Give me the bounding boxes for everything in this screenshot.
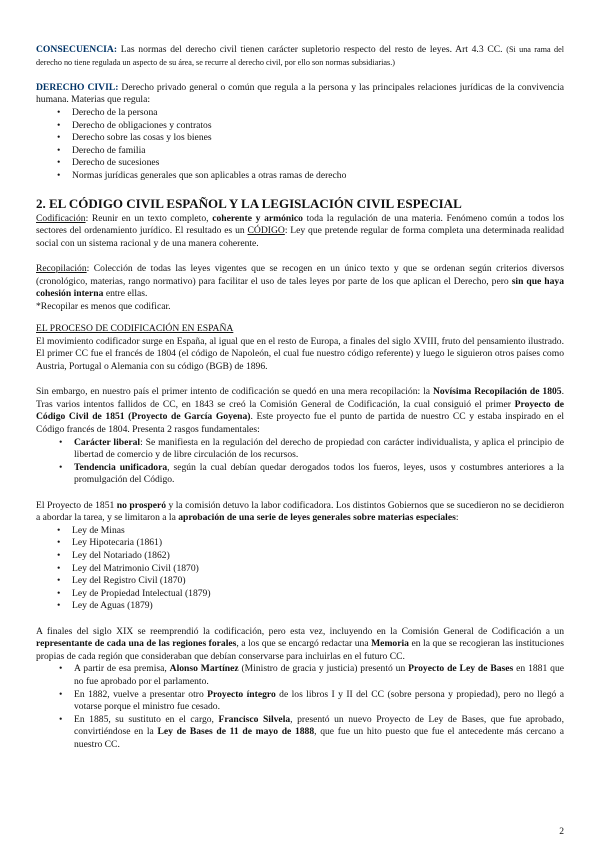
list-item: • Carácter liberal: Se manifiesta en la regulación del derecho de propiedad con carácter individualista, y aplica el principio de libertad de comercio y de libre circulación de los recursos. (74, 437, 564, 462)
proceso-paragraph-2: Sin embargo, en nuestro país el primer intento de codificación se quedó en una mera recopilación: la Novísima Recopilación de 1805. Tras varios intentos fallidos de CC, en 1843 se creó la Comisión General de Codificación, la cual consiguió el primer Proyecto de Código Civil de 1851 (Proyecto de García Goyena). Este proyecto fue el punto de partida de nuestro CC y estaba inspirado en el Código francés de 1804. Presenta 2 rasgos fundamentales: (36, 386, 564, 436)
list-item: • Ley de Minas (72, 525, 564, 538)
list-item: • Ley Hipotecaria (1861) (72, 537, 564, 550)
materias-list (36, 107, 564, 183)
list-item: • Ley del Registro Civil (1870) (72, 575, 564, 588)
codificacion-paragraph: Codificación: Reunir en un texto completo, coherente y armónico toda la regulación de una materia. Fenómeno común a todos los sectores del ordenamiento jurídico. El resultado es un CÓDIGO: Ley que pretende regular de forma completa una determinada realidad social con un sistema racional y de una manera coherente. (36, 212, 564, 249)
hitos-list (36, 663, 564, 751)
list-item: • Tendencia unificadora, según la cual debían quedar derogados todos los fueros, leyes, usos y costumbres anteriores a la promulgación del Código. (74, 462, 564, 487)
list-item: • Normas jurídicas generales que son aplicables a otras ramas de derecho (72, 170, 564, 183)
document-page (36, 44, 564, 751)
section-title: 2. EL CÓDIGO CIVIL ESPAÑOL Y LA LEGISLACIÓN CIVIL ESPECIAL (36, 195, 462, 211)
list-item: • En 1885, su sustituto en el cargo, Francisco Silvela, presentó un nuevo Proyecto de Ley de Bases, que fue aprobado, convirtiéndose en la Ley de Bases de 11 de mayo de 1888, que fue un hito puesto que fue el antecedente más cercano a nuestro CC. (74, 714, 564, 752)
consecuencia-paragraph: CONSECUENCIA: Las normas del derecho civil tienen carácter supletorio respecto del resto de leyes. Art 4.3 CC. (Si una rama del derecho no tiene regulada un aspecto de su área, se recurre al derecho civil, por ello son normas subsidiarias.) (36, 44, 564, 67)
list-item: • Derecho de obligaciones y contratos (72, 120, 564, 133)
proceso-heading: EL PROCESO DE CODIFICACIÓN EN ESPAÑA (36, 323, 234, 335)
proceso-paragraph-4: A finales del siglo XIX se reemprendió la codificación, pero esta vez, incluyendo en la Comisión General de Codificación a un representante de cada una de las regiones forales, a los que se encargó redactar una Memoria en la que se recogieran las instituciones propias de cada región que consideraban que debían conservarse para incluirlas en el futuro CC. (36, 625, 564, 662)
codigo-term: CÓDIGO (247, 225, 285, 237)
consecuencia-label: CONSECUENCIA: (36, 44, 118, 55)
rasgos-list (36, 437, 564, 487)
codificacion-label: Codificación (36, 212, 86, 224)
list-item: • Derecho sobre las cosas y los bienes (72, 132, 564, 145)
list-item: • A partir de esa premisa, Alonso Martínez (Ministro de gracia y justicia) presentó un Proyecto de Ley de Bases en 1881 que no fue aprobado por el parlamento. (74, 663, 564, 688)
leyes-list (36, 525, 564, 613)
list-item: • Derecho de familia (72, 145, 564, 158)
proceso-paragraph-3: El Proyecto de 1851 no prosperó y la comisión detuvo la labor codificadora. Los distintos Gobiernos que se sucedieron no se decidieron a abordar la tarea, y se limitaron a la aprobación de una serie de leyes generales sobre materias especiales: (36, 499, 564, 524)
list-item: • Derecho de sucesiones (72, 157, 564, 170)
recopilacion-label: Recopilación (36, 262, 87, 274)
list-item: • Ley de Propiedad Intelectual (1879) (72, 588, 564, 601)
derecho-civil-label: DERECHO CIVIL: (36, 81, 119, 93)
list-item: • Ley del Notariado (1862) (72, 550, 564, 563)
page-number: 2 (559, 826, 564, 837)
list-item: • Ley del Matrimonio Civil (1870) (72, 563, 564, 576)
list-item: • Derecho de la persona (72, 107, 564, 120)
recopilacion-paragraph: Recopilación: Colección de todas las leyes vigentes que se recogen en un único texto y que se ordenan según criterios diversos (cronológico, materias, rango normativo) para facilitar el uso de tales leyes por parte de los que aplican el Derecho, pero sin que haya cohesión interna entre ellas. (36, 262, 565, 300)
list-item: • En 1882, vuelve a presentar otro Proyecto íntegro de los libros I y II del CC (sobre persona y propiedad), pero no llegó a votarse porque el ministro fue cesado. (74, 689, 564, 714)
proceso-paragraph-1: El movimiento codificador surge en España, al igual que en el resto de Europa, a finales del siglo XVIII, fruto del pensamiento ilustrado. El primer CC fue el francés de 1804 (el código de Napoleón, el cual fue nuestro código referente) y luego le siguieron otros países como Austria, Portugal o Alemania con su código (BGB) de 1896. (36, 335, 564, 373)
list-item: • Ley de Aguas (1879) (72, 600, 564, 613)
derecho-civil-paragraph: DERECHO CIVIL: Derecho privado general o común que regula a la persona y las principales relaciones jurídicas de la convivencia humana. Materias que regula: (36, 81, 564, 106)
recopilacion-note: *Recopilar es menos que codificar. (36, 300, 171, 312)
consecuencia-note: (Si una rama del derecho no tiene regulada un aspecto de su área, se recurre al derecho civil, por ello son normas subsidiarias.) (36, 45, 564, 67)
